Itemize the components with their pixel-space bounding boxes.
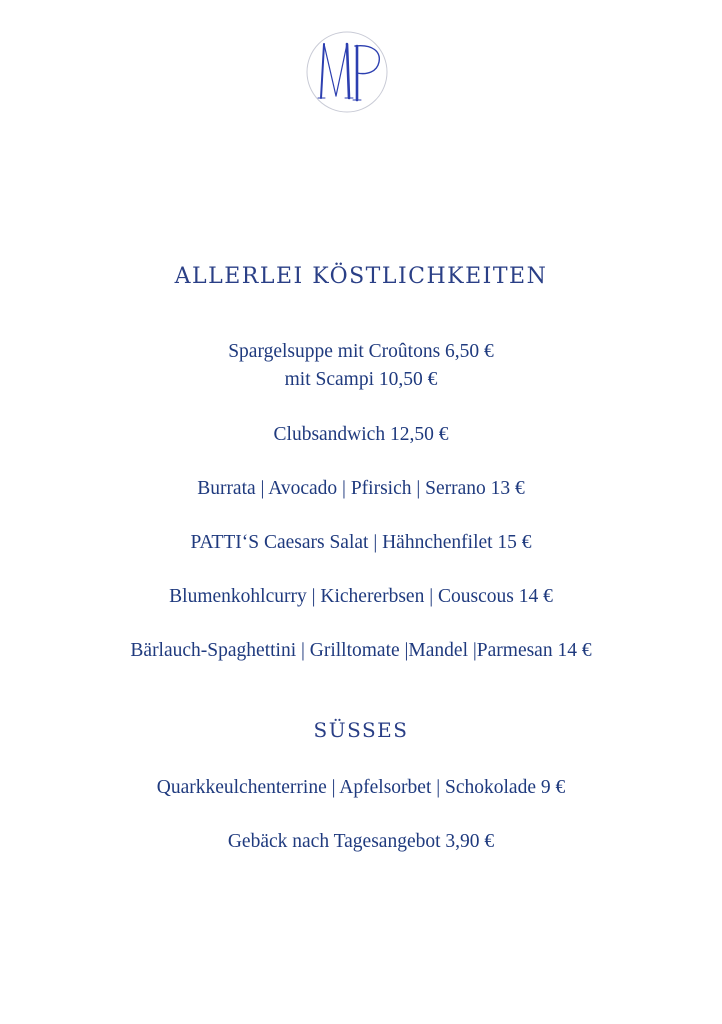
menu-item-asparagus-soup-scampi: mit Scampi 10,50 € (284, 369, 438, 390)
mp-monogram-logo (305, 30, 389, 114)
section-heading-main-dishes: ALLERLEI KÖSTLICHKEITEN (174, 264, 548, 289)
menu-item-quark-terrine: Quarkkeulchenterrine | Apfelsorbet | Schokolade 9 € (156, 777, 566, 798)
menu-item-caesars-salad: PATTI‘S Caesars Salat | Hähnchenfilet 15 € (190, 532, 532, 553)
menu-item-clubsandwich: Clubsandwich 12,50 € (273, 424, 449, 445)
menu-item-asparagus-soup: Spargelsuppe mit Croûtons 6,50 € (228, 341, 494, 362)
menu-item-burrata: Burrata | Avocado | Pfirsich | Serrano 13 € (197, 478, 525, 499)
menu-item-pastry: Gebäck nach Tagesangebot 3,90 € (227, 831, 495, 852)
menu-item-wild-garlic-spaghettini: Bärlauch-Spaghettini | Grilltomate |Mandel |Parmesan 14 € (130, 640, 592, 661)
menu-item-cauliflower-curry: Blumenkohlcurry | Kichererbsen | Couscous 14 € (169, 586, 553, 607)
section-heading-desserts: SÜSSES (313, 718, 409, 742)
